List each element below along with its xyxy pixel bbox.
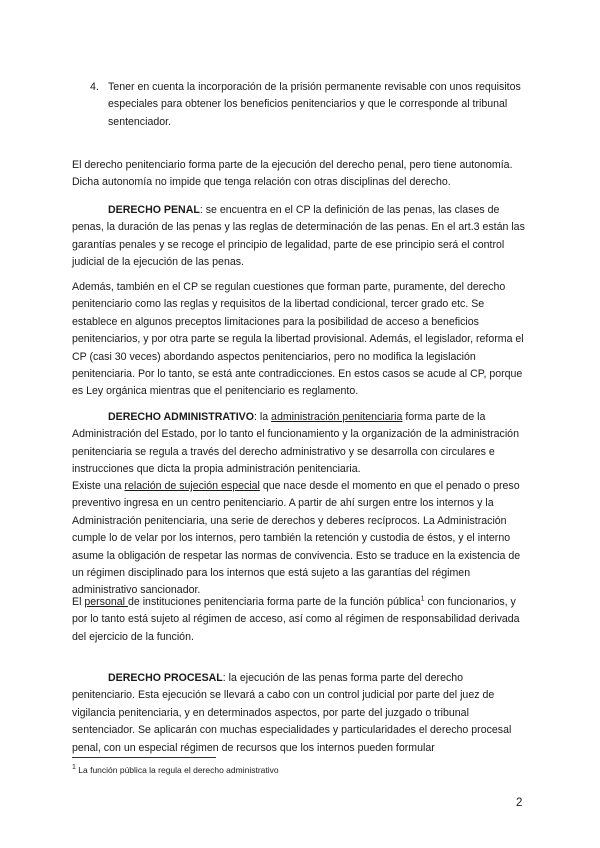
procesal-text: : la ejecución de las penas forma parte del derecho penitenciario. Esta ejecución se llevará a cabo con un control judicial por parte del juez de vigilancia penitenciaria, y en determinados aspectos, por parte del juzgado o tribunal sentenciador. Se aplicarán con muchas especialidades y particularidades el derecho procesal penal, con un especial régimen de recursos que los internos pueden formular: [72, 672, 512, 754]
penal-paragraph: [72, 202, 528, 272]
footnote: [72, 764, 279, 776]
intro-paragraph: El derecho penitenciario forma parte de la ejecución del derecho penal, pero tiene autonomía. Dicha autonomía no impide que tenga relación con otras disciplinas del derecho.: [72, 159, 513, 189]
page-number: 2: [516, 797, 523, 809]
footnote-mark: 1: [72, 764, 76, 772]
admin-term-sujecion: relación de sujeción especial: [124, 480, 260, 492]
admin-text-b: forma parte de la Administración del Estado, por lo tanto el funcionamiento y la organización de la administración penitenciaria se regula a través del derecho administrativo y se desarrolla con circulares e instrucciones que dicta la propia administración penitenciaria.: [72, 411, 519, 476]
admin-p3-text-b: de instituciones penitenciaria forma parte de la función pública: [127, 596, 421, 608]
footnote-ref: 1: [420, 595, 425, 603]
penal-paragraph-2: Además, también en el CP se regulan cuestiones que forman parte, puramente, del derecho penitenciario como las reglas y requisitos de la libertad condicional, tercer grado etc. Se establece en algunos preceptos limitaciones para la posibilidad de acceso a beneficios penitenciarios, y por otra parte se regula la libertad provisional. Además, el legislador, reforma el CP (casi 30 veces) abordando aspectos penitenciarios, pero no modifica la legislación penitenciaria. Por lo tanto, se está ante contradicciones. En estos casos se acude al CP, porque es Ley orgánica mientras que el penitenciario es reglamento.: [72, 281, 524, 398]
admin-link-administracion: administración penitenciaria: [271, 411, 403, 423]
admin-term-personal: personal: [84, 596, 128, 608]
admin-p2-text-b: que nace desde el momento en que el penado o preso preventivo ingresa en un centro penitenciario. A partir de ahí surgen entre los internos y la Administración penitenciaria, una serie de derechos y deberes recíprocos. La Administración cumple lo de velar por los internos, pero también la retención y custodia de éstos, y el interno asume la obligación de respetar las normas de convivencia. Esto se traduce en la existencia de un régimen disciplinado para los internos que está sujeto a las garantías del régimen administrativo sancionador.: [72, 480, 521, 597]
admin-p3-text-a: El: [72, 596, 85, 608]
penal-heading: DERECHO PENAL: [108, 204, 200, 216]
admin-heading: DERECHO ADMINISTRATIVO: [108, 411, 254, 423]
footnote-text: La función pública la regula el derecho administrativo: [75, 765, 279, 775]
list-item-4: Tener en cuenta la incorporación de la prisión permanente revisable con unos requisitos especiales para obtener los beneficios penitenciarios y que le corresponde al tribunal sentenciador.: [108, 81, 521, 128]
penal-text: : se encuentra en el CP la definición de las penas, las clases de penas, la duración de las penas y las reglas de determinación de las penas. En el art.3 están las garantías penales y se recoge el principio de legalidad, parte de ese principio será el control judicial de la ejecución de las penas.: [72, 204, 525, 269]
admin-paragraph: [72, 409, 528, 479]
procesal-heading: DERECHO PROCESAL: [108, 672, 223, 684]
admin-paragraph-3: [72, 594, 528, 646]
footnote-separator: [72, 757, 216, 758]
admin-text-a: : la: [253, 411, 272, 423]
admin-p3-text-c: con funcionarios, y por lo tanto está sujeto al régimen de acceso, así como al régimen de responsabilidad derivada del ejercicio de la función.: [72, 596, 520, 643]
admin-p2-text-a: Existe una: [72, 480, 125, 492]
procesal-paragraph: [72, 670, 528, 757]
list-number: 4.: [90, 81, 99, 93]
